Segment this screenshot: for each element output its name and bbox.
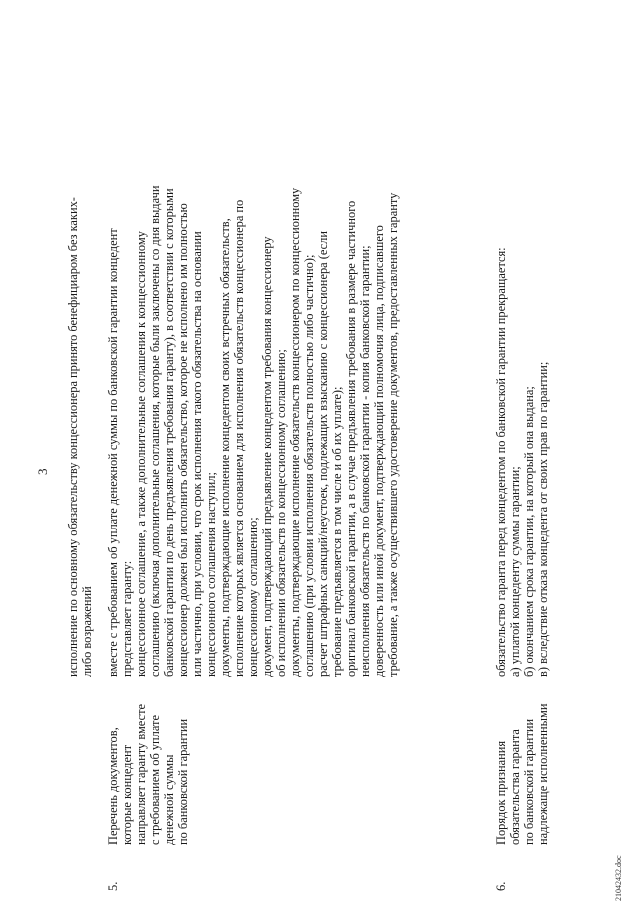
row-6-text-line: обязательство гаранта перед концедентом по банковской гарантии прекращается: bbox=[494, 247, 508, 677]
row-5-label-line: направляет гаранту вместе bbox=[134, 703, 148, 845]
continuation-line: исполнение по основному обязательству концессионера принято бенефициаром без каких- bbox=[66, 197, 80, 677]
row-5-text-line: доверенность или иной документ, подтверждающий полномочия лица, подписавшего bbox=[372, 225, 386, 677]
row-5-text-line: исполнение которых является основанием для исполнения обязательств концессионера по bbox=[232, 199, 246, 677]
row-5-text-line: банковской гарантии по день предъявления требования гаранту), в соответствии с которыми bbox=[162, 188, 176, 677]
row-5-text-line: неисполнения обязательств по банковской гарантии - копия банковской гарантии; bbox=[358, 245, 372, 677]
row-5-number: 5. bbox=[106, 881, 120, 891]
row-5-text-line: представляет гаранту: bbox=[120, 560, 134, 677]
row-5-text-line: концессионер должен был исполнить обязательство, которое не исполнено им полностью bbox=[176, 203, 190, 677]
row-5-text-line: соглашению (включая дополнительные соглашения, которые были заключены со дня выдачи bbox=[148, 185, 162, 677]
row-5-label-line: Перечень документов, bbox=[106, 727, 120, 845]
row-6-label-line: надлежаще исполненными bbox=[536, 703, 550, 845]
row-5-text-line: вместе с требованием об уплате денежной суммы по банковской гарантии концедент bbox=[106, 228, 120, 677]
row-5-text-line: документы, подтверждающие исполнение обязательств концессионером по концессионному bbox=[288, 187, 302, 677]
row-6-label-line: по банковской гарантии bbox=[522, 718, 536, 845]
row-6-label-line: обязательства гаранта bbox=[508, 729, 522, 845]
row-5-text-line: требование, а также осуществившего удостоверение документов, предоставленных гаранту bbox=[386, 192, 400, 677]
row-5-label-line: которые концедент bbox=[120, 744, 134, 845]
row-5-text-line: концессионному соглашению; bbox=[246, 517, 260, 677]
page-number: 3 bbox=[35, 468, 50, 475]
row-5-text-line: об исполнении обязательств по концессионному соглашению; bbox=[274, 349, 288, 677]
row-5-text-line: документы, подтверждающие исполнение концедентом своих встречных обязательств, bbox=[218, 218, 232, 677]
row-5-label-line: денежной суммы bbox=[162, 754, 176, 845]
row-6-number: 6. bbox=[494, 881, 508, 891]
row-6-text-line: б) окончанием срока гарантии, на который она выдана; bbox=[522, 386, 536, 677]
row-5-text-line: соглашению (при условии исполнения обязательств полностью либо частично); bbox=[302, 254, 316, 677]
row-5-text-line: концессионного соглашения наступил; bbox=[204, 472, 218, 677]
row-6-label-line: Порядок признания bbox=[494, 740, 508, 845]
row-5-text-line: требование предъявляется в том числе и об их уплате); bbox=[330, 386, 344, 677]
row-6-text-line: а) уплатой концеденту суммы гарантии; bbox=[508, 466, 522, 677]
continuation-line: либо возражений bbox=[80, 586, 94, 677]
row-5-text-line: концессионное соглашение, а также дополнительные соглашения к концессионному bbox=[134, 231, 148, 677]
row-5-label-line: с требованием об уплате bbox=[148, 715, 162, 845]
row-5-label-line: по банковской гарантии bbox=[176, 718, 190, 845]
row-5-text-line: расчет штрафных санкций/неустоек, подлежащих взысканию с концессионера (если bbox=[316, 231, 330, 677]
row-5-text-line: или частично, при условии, что срок исполнения такого обязательства на основании bbox=[190, 231, 204, 677]
footer-filename: 21042432.doc bbox=[614, 855, 623, 901]
row-5-text-line: документ, подтверждающий предъявление концедентом требования концессионеру bbox=[260, 236, 274, 677]
row-6-text-line: в) вследствие отказа концедента от своих прав по гарантии; bbox=[536, 361, 550, 677]
row-5-text-line: оригинал банковской гарантии, а в случае предъявления требования в размере частичного bbox=[344, 200, 358, 677]
